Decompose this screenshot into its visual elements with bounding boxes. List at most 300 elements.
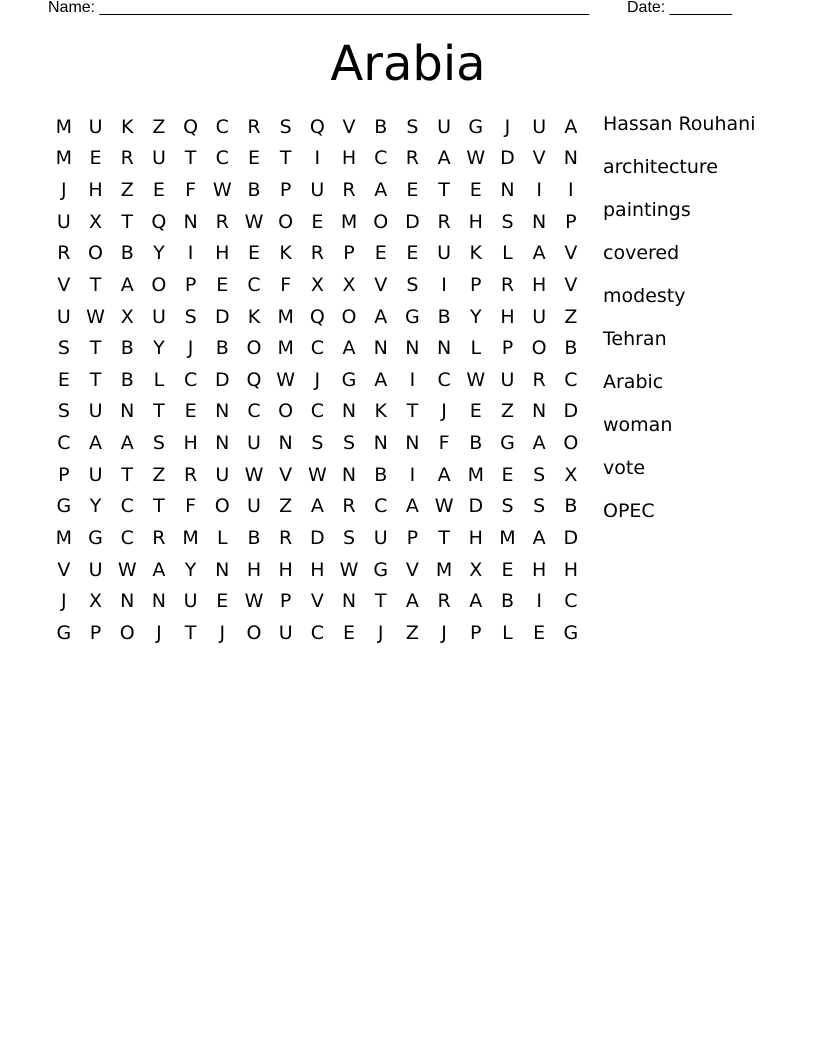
grid-letter: V [57, 558, 71, 581]
grid-letter: C [57, 432, 71, 455]
grid-letter: L [216, 526, 228, 549]
grid-letter: U [88, 400, 103, 423]
grid-letter: W [86, 305, 105, 328]
grid-letter: E [501, 558, 514, 581]
grid-letter: Q [309, 305, 325, 328]
grid-letter: R [500, 273, 515, 296]
grid-letter: U [437, 115, 452, 138]
grid-letter: T [406, 400, 419, 423]
grid-letter: X [310, 273, 324, 296]
grid-letter: T [438, 526, 450, 549]
grid-letter: V [564, 242, 578, 265]
grid-letter: C [310, 400, 324, 423]
date-field-label: Date: _______ [627, 0, 732, 16]
grid-letter: O [151, 273, 167, 296]
grid-letter: O [278, 210, 294, 233]
grid-letter: S [501, 210, 514, 233]
grid-letter: S [311, 432, 324, 455]
grid-letter: R [310, 242, 324, 265]
grid-letter: H [183, 432, 198, 455]
grid-letter: J [314, 368, 321, 391]
grid-letter: P [406, 526, 419, 549]
grid-letter: U [500, 368, 515, 391]
grid-letter: P [470, 621, 482, 644]
grid-letter: Z [564, 305, 578, 328]
grid-letter: U [532, 305, 547, 328]
grid-letter: B [215, 337, 229, 360]
grid-letter: L [502, 242, 513, 265]
grid-letter: P [58, 463, 70, 486]
grid-letter: U [88, 115, 103, 138]
grid-letter: M [277, 305, 294, 328]
grid-letter: X [564, 463, 578, 486]
grid-letter: Z [152, 115, 166, 138]
grid-letter: E [247, 242, 260, 265]
word-list-item: Arabic [603, 371, 664, 393]
grid-letter: W [434, 495, 454, 518]
grid-letter: C [310, 337, 324, 360]
grid-letter: T [121, 463, 134, 486]
grid-letter: S [343, 432, 356, 455]
grid-letter: Z [152, 463, 166, 486]
grid-letter: G [341, 368, 357, 391]
grid-letter: I [536, 179, 542, 202]
grid-letter: X [89, 590, 103, 613]
grid-letter: X [469, 558, 483, 581]
grid-letter: H [341, 147, 357, 170]
grid-letter: P [279, 590, 292, 613]
grid-letter: M [182, 526, 199, 549]
grid-letter: C [120, 526, 134, 549]
grid-letter: N [532, 210, 547, 233]
grid-letter: N [436, 337, 452, 360]
grid-letter: S [152, 432, 165, 455]
grid-letter: C [183, 368, 198, 391]
grid-letter: I [441, 273, 447, 296]
grid-letter: T [89, 368, 102, 391]
grid-letter: I [536, 590, 542, 613]
grid-letter: R [532, 368, 546, 391]
grid-letter: D [214, 368, 230, 391]
grid-letter: B [374, 115, 388, 138]
grid-letter: T [374, 590, 387, 613]
grid-letter: V [374, 273, 388, 296]
grid-letter: J [441, 400, 447, 423]
grid-letter: R [152, 526, 166, 549]
word-list-item: woman [603, 414, 673, 436]
grid-letter: U [88, 558, 103, 581]
grid-letter: T [121, 210, 134, 233]
grid-letter: X [342, 273, 356, 296]
grid-letter: O [531, 337, 547, 360]
grid-letter: R [279, 526, 293, 549]
grid-letter: F [438, 432, 450, 455]
grid-letter: A [405, 590, 419, 613]
grid-letter: G [56, 621, 72, 644]
grid-letter: J [61, 179, 67, 202]
grid-letter: W [212, 179, 232, 202]
word-list-item: vote [603, 457, 646, 479]
grid-letter: N [215, 558, 230, 581]
grid-letter: A [469, 590, 483, 613]
grid-letter: J [219, 621, 226, 644]
grid-letter: I [568, 179, 574, 202]
grid-letter: Y [153, 337, 165, 360]
grid-letter: E [374, 242, 387, 265]
grid-letter: Z [405, 621, 419, 644]
grid-letter: E [406, 242, 419, 265]
grid-letter: J [441, 621, 447, 644]
grid-letter: G [373, 558, 389, 581]
grid-letter: Q [309, 115, 325, 138]
grid-letter: Z [279, 495, 293, 518]
grid-letter: F [280, 273, 292, 296]
grid-letter: N [405, 337, 420, 360]
grid-letter: T [184, 621, 197, 644]
page-title: Arabia [330, 36, 486, 92]
grid-letter: N [215, 432, 230, 455]
grid-letter: T [153, 400, 165, 423]
grid-letter: K [279, 242, 292, 265]
grid-letter: Y [153, 242, 165, 265]
grid-letter: J [377, 621, 384, 644]
word-list-item: Hassan Rouhani [603, 113, 756, 135]
grid-letter: I [187, 242, 194, 265]
grid-letter: Q [246, 368, 262, 391]
grid-letter: U [278, 621, 293, 644]
grid-letter: S [343, 526, 356, 549]
grid-letter: R [57, 242, 71, 265]
grid-letter: C [437, 368, 451, 391]
grid-letter: B [437, 305, 451, 328]
grid-letter: K [374, 400, 387, 423]
grid-letter: O [88, 242, 104, 265]
grid-letter: M [55, 147, 73, 170]
grid-letter: C [374, 147, 388, 170]
grid-letter: N [341, 590, 357, 613]
grid-letter: A [437, 147, 451, 170]
grid-letter: B [469, 432, 483, 455]
grid-letter: A [374, 305, 388, 328]
grid-letter: R [437, 590, 451, 613]
grid-letter: A [310, 495, 324, 518]
grid-letter: P [279, 179, 292, 202]
grid-letter: M [499, 526, 516, 549]
grid-letter: T [279, 147, 292, 170]
grid-letter: S [57, 400, 70, 423]
grid-letter: N [373, 337, 388, 360]
grid-letter: X [120, 305, 134, 328]
grid-letter: W [466, 368, 486, 391]
grid-letter: C [120, 495, 134, 518]
grid-letter: V [532, 147, 546, 170]
grid-letter: E [501, 463, 514, 486]
grid-letter: U [373, 526, 388, 549]
grid-letter: N [151, 590, 167, 613]
grid-letter: C [310, 621, 324, 644]
grid-letter: A [532, 526, 546, 549]
grid-letter: R [183, 463, 198, 486]
grid-letter: L [502, 621, 513, 644]
grid-letter: D [563, 400, 579, 423]
grid-letter: M [435, 558, 453, 581]
grid-letter: A [342, 337, 356, 360]
grid-letter: O [278, 400, 294, 423]
grid-letter: C [247, 400, 261, 423]
grid-letter: I [314, 147, 321, 170]
grid-letter: P [343, 242, 355, 265]
grid-letter: E [469, 179, 482, 202]
grid-letter: Y [469, 305, 482, 328]
grid-letter: U [151, 147, 166, 170]
grid-letter: N [405, 432, 420, 455]
grid-letter: D [214, 305, 230, 328]
grid-letter: O [246, 337, 262, 360]
grid-letter: K [120, 115, 134, 138]
grid-letter: H [532, 558, 547, 581]
grid-letter: U [215, 463, 230, 486]
grid-letter: H [468, 526, 483, 549]
grid-letter: V [57, 273, 71, 296]
grid-letter: H [88, 179, 103, 202]
word-list-item: paintings [603, 199, 691, 221]
grid-letter: H [310, 558, 325, 581]
grid-letter: N [215, 400, 230, 423]
grid-letter: U [151, 305, 166, 328]
grid-letter: H [563, 558, 578, 581]
grid-letter: H [500, 305, 515, 328]
grid-letter: N [563, 147, 578, 170]
grid-letter: F [185, 495, 197, 518]
grid-letter: G [500, 432, 515, 455]
worksheet-header [48, 0, 748, 19]
grid-letter: N [500, 179, 515, 202]
grid-letter: E [533, 621, 546, 644]
grid-letter: V [279, 463, 293, 486]
grid-letter: J [156, 621, 162, 644]
grid-letter: J [187, 337, 194, 360]
grid-letter: B [120, 337, 134, 360]
grid-letter: Z [500, 400, 514, 423]
grid-letter: Z [120, 179, 134, 202]
grid-letter: N [341, 463, 357, 486]
grid-letter: W [244, 463, 264, 486]
word-list-item: OPEC [603, 500, 655, 522]
grid-letter: B [247, 526, 261, 549]
grid-letter: E [469, 400, 482, 423]
grid-letter: T [153, 495, 165, 518]
grid-letter: R [342, 495, 356, 518]
grid-letter: U [56, 305, 71, 328]
grid-letter: L [153, 368, 165, 391]
grid-letter: M [55, 526, 73, 549]
grid-letter: U [310, 179, 325, 202]
grid-letter: A [437, 463, 451, 486]
grid-letter: V [564, 273, 578, 296]
grid-letter: U [56, 210, 71, 233]
grid-letter: H [532, 273, 547, 296]
grid-letter: N [183, 210, 198, 233]
grid-letter: S [406, 115, 419, 138]
grid-letter: P [184, 273, 197, 296]
grid-letter: Y [184, 558, 197, 581]
grid-letter: S [57, 337, 70, 360]
word-list-item: modesty [603, 285, 686, 307]
grid-letter: S [533, 463, 546, 486]
grid-letter: E [184, 400, 197, 423]
grid-letter: B [564, 495, 578, 518]
grid-letter: U [183, 590, 198, 613]
grid-letter: H [468, 210, 483, 233]
grid-letter: B [120, 242, 134, 265]
grid-letter: B [564, 337, 578, 360]
grid-letter: E [89, 147, 102, 170]
grid-letter: M [55, 115, 73, 138]
grid-letter: N [532, 400, 547, 423]
grid-letter: K [469, 242, 483, 265]
word-list-item: architecture [603, 156, 718, 178]
grid-letter: N [120, 400, 135, 423]
grid-letter: T [438, 179, 450, 202]
grid-letter: O [373, 210, 389, 233]
grid-letter: C [247, 273, 261, 296]
grid-letter: Q [183, 115, 199, 138]
word-list-item: Tehran [603, 328, 667, 350]
grid-letter: M [467, 463, 484, 486]
grid-letter: G [56, 495, 72, 518]
grid-letter: C [215, 115, 229, 138]
grid-letter: A [564, 115, 578, 138]
grid-letter: E [57, 368, 70, 391]
grid-letter: B [500, 590, 514, 613]
grid-letter: N [341, 400, 357, 423]
grid-letter: W [117, 558, 137, 581]
grid-letter: I [409, 368, 416, 391]
grid-letter: E [216, 273, 229, 296]
grid-letter: S [279, 115, 292, 138]
grid-letter: P [501, 337, 514, 360]
grid-letter: R [342, 179, 356, 202]
grid-letter: C [564, 590, 578, 613]
grid-letter: O [214, 495, 230, 518]
word-list [603, 110, 755, 540]
grid-letter: G [468, 115, 484, 138]
grid-letter: G [563, 621, 579, 644]
grid-letter: E [152, 179, 165, 202]
grid-letter: C [374, 495, 388, 518]
grid-letter: V [342, 115, 356, 138]
grid-letter: W [244, 210, 264, 233]
grid-letter: U [247, 432, 261, 455]
grid-letter: S [501, 495, 514, 518]
grid-letter: U [437, 242, 452, 265]
grid-letter: A [120, 432, 134, 455]
grid-letter: K [247, 305, 261, 328]
grid-letter: A [374, 368, 388, 391]
grid-letter: J [504, 115, 511, 138]
grid-letter: B [374, 463, 388, 486]
grid-letter: I [409, 463, 416, 486]
grid-letter: H [215, 242, 230, 265]
grid-letter: A [405, 495, 419, 518]
grid-letter: V [405, 558, 419, 581]
grid-letter: C [564, 368, 578, 391]
grid-letter: U [247, 495, 261, 518]
grid-letter: W [339, 558, 359, 581]
grid-letter: O [119, 621, 135, 644]
grid-letter: D [468, 495, 484, 518]
grid-letter: O [246, 621, 262, 644]
word-search-grid [48, 111, 587, 649]
grid-letter: T [184, 147, 197, 170]
grid-letter: Q [151, 210, 167, 233]
grid-letter: D [500, 147, 515, 170]
grid-letter: H [278, 558, 293, 581]
grid-letter: M [277, 337, 294, 360]
grid-letter: D [310, 526, 325, 549]
grid-letter: P [565, 210, 577, 233]
grid-letter: N [278, 432, 293, 455]
grid-letter: G [405, 305, 420, 328]
grid-letter: W [466, 147, 486, 170]
grid-letter: S [184, 305, 197, 328]
grid-letter: U [532, 115, 547, 138]
grid-letter: T [89, 273, 102, 296]
grid-letter: N [373, 432, 388, 455]
grid-letter: E [216, 590, 229, 613]
grid-letter: W [244, 590, 264, 613]
word-list-item: covered [603, 242, 680, 264]
grid-letter: D [563, 526, 579, 549]
grid-letter: H [246, 558, 262, 581]
grid-letter: C [215, 147, 229, 170]
name-field-label: Name: _______________________________________________________ [48, 0, 589, 16]
grid-letter: R [405, 147, 419, 170]
grid-letter: L [470, 337, 482, 360]
grid-letter: R [120, 147, 134, 170]
grid-letter: B [247, 179, 261, 202]
grid-letter: E [343, 621, 356, 644]
grid-letter: M [340, 210, 358, 233]
grid-letter: W [307, 463, 327, 486]
grid-letter: B [120, 368, 134, 391]
grid-letter: J [61, 590, 67, 613]
grid-letter: E [311, 210, 324, 233]
grid-letter: R [215, 210, 229, 233]
grid-letter: F [185, 179, 197, 202]
grid-letter: P [89, 621, 102, 644]
grid-letter: D [405, 210, 420, 233]
grid-letter: A [532, 432, 546, 455]
grid-letter: A [89, 432, 103, 455]
grid-letter: W [276, 368, 296, 391]
grid-letter: T [89, 337, 102, 360]
grid-letter: A [374, 179, 388, 202]
grid-letter: R [437, 210, 451, 233]
grid-letter: E [406, 179, 419, 202]
grid-letter: O [341, 305, 357, 328]
grid-letter: E [247, 147, 260, 170]
grid-letter: S [406, 273, 419, 296]
grid-letter: R [247, 115, 261, 138]
grid-letter: A [120, 273, 134, 296]
grid-letter: S [533, 495, 546, 518]
grid-letter: P [470, 273, 482, 296]
grid-letter: A [152, 558, 166, 581]
grid-letter: A [532, 242, 546, 265]
grid-letter: O [563, 432, 579, 455]
grid-letter: V [310, 590, 324, 613]
